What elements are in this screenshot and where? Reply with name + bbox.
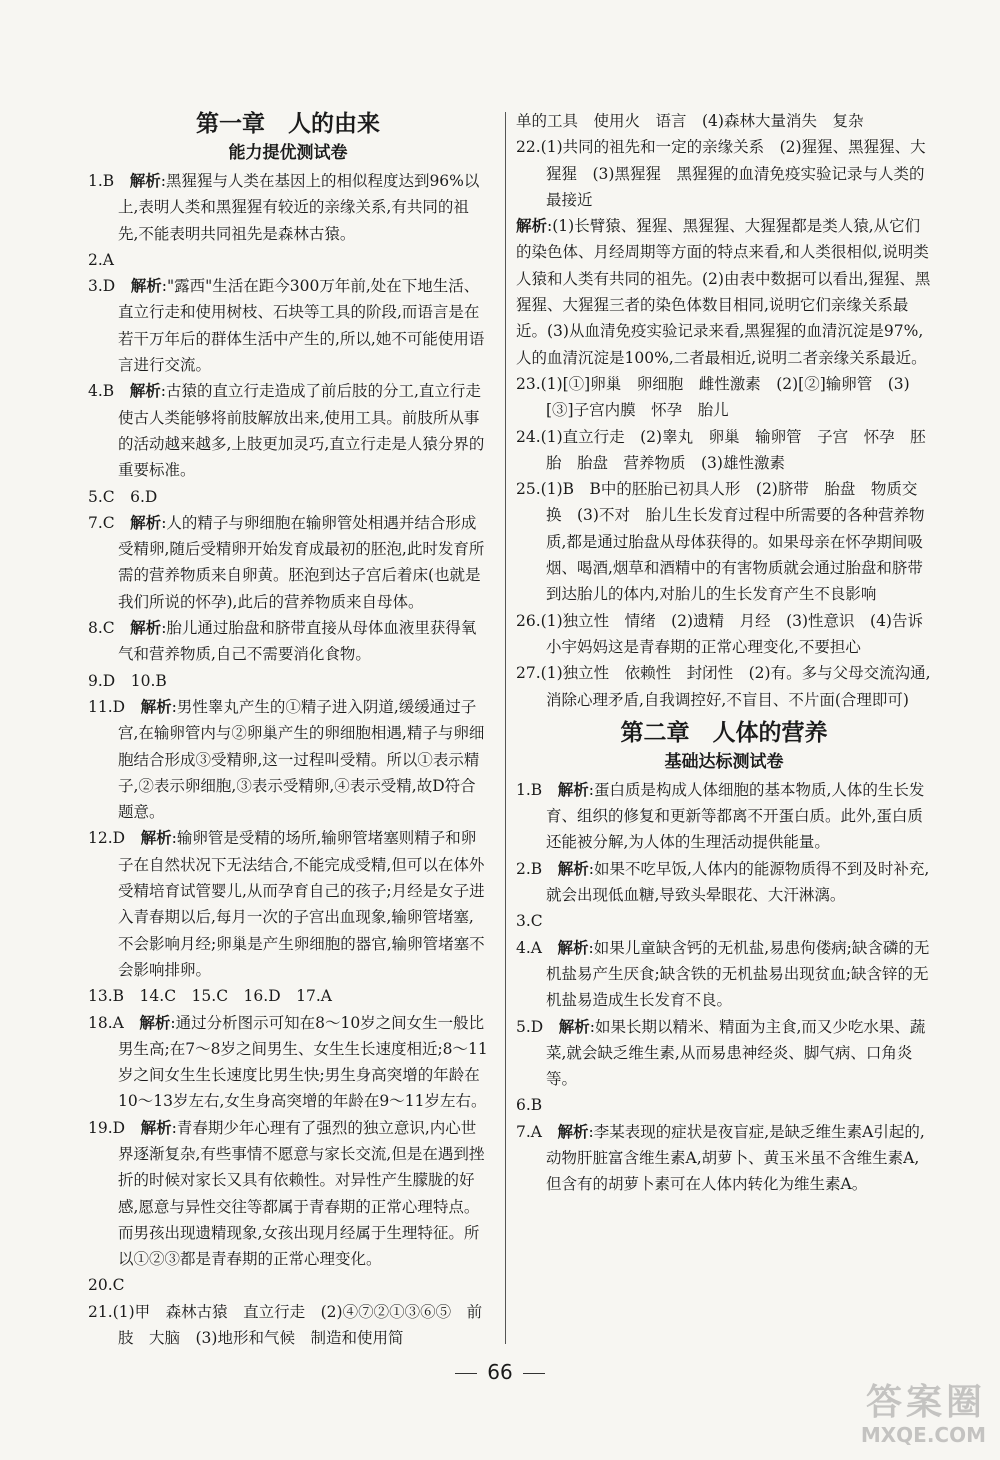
page-number: 66	[487, 1360, 513, 1384]
answer-item	[516, 1119, 932, 1198]
answer-text: :输卵管是受精的场所,输卵管堵塞则精子和卵子在自然状况下无法结合,不能完成受精,但可以在体外受精培育试管婴儿,从而孕育自己的孩子;月经是女子进入青春期以后,每月一次的子宫出血现象,输卵管堵塞,不会影响月经;卵巢是产生卵细胞的器官,输卵管堵塞不会影响排卵。	[118, 829, 485, 979]
site-watermark	[806, 1382, 986, 1452]
analysis-label: 解析	[130, 619, 162, 638]
analysis-label: 解析	[558, 1017, 590, 1036]
answer-item	[516, 108, 932, 134]
answer-number: 13.B 14.C 15.C 16.D 17.A	[88, 987, 332, 1006]
answer-item	[88, 273, 488, 378]
answer-number: 1.B	[88, 172, 115, 190]
answer-number: 3.D	[88, 277, 116, 296]
right-column	[516, 108, 932, 1198]
analysis-label: 解析	[557, 938, 589, 957]
answer-number: 2.A	[88, 250, 114, 269]
answer-text: :如果儿童缺含钙的无机盐,易患佝偻病;缺含磷的无机盐易产生厌食;缺含铁的无机盐易出现贫血;缺含锌的无机盐易造成生长发育不良。	[546, 938, 930, 1010]
answer-item	[516, 1014, 932, 1093]
analysis-label: 解析	[557, 780, 589, 799]
answer-text: :通过分析图示可知在8～10岁之间女生一般比男生高;在7～8岁之间男生、女生生长速度相近;8～11岁之间女生生长速度比男生快;男生身高突增的年龄在10～13岁左右,女生身高突增的年龄在9～11岁左右。	[118, 1013, 488, 1111]
answer-number: 24.	[516, 427, 541, 446]
analysis-label: 解析	[140, 829, 172, 848]
answer-item	[88, 615, 488, 668]
answer-number: 12.D	[88, 829, 126, 848]
answer-item	[516, 856, 932, 909]
right-answer-list-bottom	[516, 777, 932, 1198]
chapter-1-title: 第一章 人的由来	[196, 111, 380, 137]
answer-text: :胎儿通过胎盘和脐带直接从母体血液里获得氧气和营养物质,自己不需要消化食物。	[118, 619, 477, 664]
answer-text: :"露西"生活在距今300万年前,处在下地生活、直立行走和使用树枝、石块等工具的阶段,而语言是在若干万年后的群体生活中产生的,所以,她不可能使用语言进行交流。	[118, 277, 485, 375]
answer-item	[516, 476, 932, 607]
right-answer-list-top	[516, 108, 932, 713]
answer-item	[516, 134, 932, 213]
analysis-label: 解析	[557, 859, 589, 878]
answer-item	[516, 1092, 932, 1118]
answer-number: 2.B	[516, 859, 543, 878]
answer-item	[88, 825, 488, 983]
answer-item	[88, 694, 488, 825]
page-footer	[0, 1360, 1000, 1384]
answer-item	[88, 983, 488, 1009]
answer-number: 6.B	[516, 1096, 543, 1115]
answer-item	[88, 378, 488, 483]
answer-item	[516, 935, 932, 1014]
answer-item	[88, 168, 488, 247]
answer-number: 1.B	[516, 780, 543, 799]
analysis-label: 解析	[139, 1013, 171, 1032]
answer-text: :人的精子与卵细胞在输卵管处相遇并结合形成受精卵,随后受精卵开始发育成最初的胚泡,此时发育所需的营养物质来自卵黄。胚泡到达子宫后着床(也就是我们所说的怀孕),此后的营养物质来自母体。	[118, 513, 485, 611]
answer-item	[88, 1010, 488, 1115]
answer-number: 4.B	[88, 382, 115, 401]
answer-item	[88, 510, 488, 615]
analysis-label: 解析	[130, 513, 162, 532]
answer-item	[516, 908, 932, 934]
left-answer-list	[88, 168, 488, 1351]
answer-item	[88, 668, 488, 694]
analysis-label: 解析	[129, 172, 161, 190]
answer-text: (1)甲 森林古猿 直立行走 (2)④⑦②①③⑥⑤ 前肢 大脑 (3)地形和气候 制造和使用简	[112, 1302, 483, 1348]
footer-dash-left	[455, 1373, 477, 1374]
answer-text: :如果长期以精米、精面为主食,而又少吃水果、蔬菜,就会缺乏维生素,从而易患神经炎、脚气病、口角炎等。	[546, 1017, 926, 1089]
answer-item	[516, 777, 932, 856]
analysis-label: 解析	[516, 217, 548, 236]
answer-number: 4.A	[516, 938, 542, 957]
answer-number: 5.D	[516, 1017, 544, 1036]
answer-number: 22.	[516, 138, 541, 157]
footer-dash-right	[523, 1373, 545, 1374]
answer-number: 18.A	[88, 1013, 124, 1032]
answer-text: (1)独立性 情绪 (2)遗精 月经 (3)性意识 (4)告诉小宇妈妈这是青春期的正常心理变化,不要担心	[540, 611, 923, 656]
answer-item	[88, 1299, 488, 1352]
column-divider	[505, 112, 506, 1344]
chapter-2-title: 第二章 人体的营养	[620, 719, 828, 746]
watermark-logo-text: 答案圈	[865, 1382, 986, 1423]
answer-number: 21.	[88, 1302, 113, 1321]
answer-text: (1)共同的祖先和一定的亲缘关系 (2)猩猩、黑猩猩、大猩猩 (3)黑猩猩 黑猩猩的血清免疫实验记录与人类的最接近	[540, 138, 926, 209]
answer-number: 19.D	[88, 1118, 126, 1137]
analysis-label: 解析	[130, 277, 162, 296]
answer-number: 7.A	[516, 1122, 542, 1141]
analysis-label: 解析	[129, 382, 161, 401]
answer-number: 23.	[516, 374, 541, 393]
answer-item	[516, 424, 932, 477]
answer-item	[516, 213, 932, 371]
section-title-basic: 基础达标测试卷	[664, 751, 784, 772]
answer-number: 27.	[516, 664, 541, 683]
analysis-label: 解析	[140, 1118, 172, 1137]
answer-text: (1)[①]卵巢 卵细胞 雌性激素 (2)[②]输卵管 (3)[③]子宫内膜 怀孕 胎儿	[540, 374, 910, 420]
answer-text: :青春期少年心理有了强烈的独立意识,内心世界逐渐复杂,有些事情不愿意与家长交流,但是在遇到挫折的时候对家长又具有依赖性。对异性产生朦胧的好感,愿意与异性交往等都属于青春期的正常心理特点。而男孩出现遗精现象,女孩出现月经属于生理特征。所以①②③都是青春期的正常心理变化。	[118, 1118, 485, 1269]
answer-text: :男性睾丸产生的①精子进入阴道,缓缓通过子宫,在输卵管内与②卵巢产生的卵细胞相遇,精子与卵细胞结合形成③受精卵,这一过程叫受精。所以①表示精子,②表示卵细胞,③表示受精卵,④表示受精,故D符合题意。	[118, 697, 485, 822]
answer-text: (1)独立性 依赖性 封闭性 (2)有。多与父母交流沟通,消除心理矛盾,自我调控好,不盲目、不片面(合理即可)	[540, 664, 931, 709]
answer-number: 8.C	[88, 619, 115, 638]
answer-item	[88, 1272, 488, 1298]
watermark-domain: MXQE.COM	[860, 1423, 986, 1447]
left-column	[88, 108, 488, 1351]
answer-number: 3.C	[516, 912, 543, 931]
analysis-label: 解析	[557, 1122, 589, 1141]
answer-text: :如果不吃早饭,人体内的能源物质得不到及时补充,就会出现低血糖,导致头晕眼花、大汗淋漓。	[546, 859, 930, 905]
answer-number: 26.	[516, 611, 541, 630]
answer-text: :蛋白质是构成人体细胞的基本物质,人体的生长发育、组织的修复和更新等都离不开蛋白质。此外,蛋白质还能被分解,为人体的生理活动提供能量。	[546, 780, 925, 852]
answer-number: 20.C	[88, 1276, 125, 1295]
answer-text: :古猿的直立行走造成了前后肢的分工,直立行走使古人类能够将前肢解放出来,使用工具。前肢所从事的活动越来越多,上肢更加灵巧,直立行走是人猿分界的重要标准。	[118, 382, 485, 480]
answer-text: (1)直立行走 (2)睾丸 卵巢 输卵管 子宫 怀孕 胚胎 胎盘 营养物质 (3)雄性激素	[540, 427, 926, 472]
answer-item	[88, 247, 488, 273]
answer-number: 25.	[516, 480, 541, 499]
answer-number: 11.D	[88, 697, 126, 716]
answer-number: 9.D 10.B	[88, 671, 167, 690]
answer-text: :李某表现的症状是夜盲症,是缺乏维生素A引起的,动物肝脏富含维生素A,胡萝卜、黄玉米虽不含维生素A,但含有的胡萝卜素可在人体内转化为维生素A。	[546, 1122, 925, 1194]
answer-item	[516, 608, 932, 661]
analysis-label: 解析	[140, 697, 172, 716]
answer-item	[516, 371, 932, 424]
answer-text: :(1)长臂猿、猩猩、黑猩猩、大猩猩都是类人猿,从它们的染色体、月经周期等方面的特点来看,和人类很相似,说明类人猿和人类有共同的祖先。(2)由表中数据可以看出,猩猩、黑猩猩、大猩猩三者的染色体数目相同,说明它们亲缘关系最近。(3)从血清免疫实验记录来看,黑猩猩的血清沉淀是97%,人的血清沉淀是100%,二者最相近,说明二者亲缘关系最近。	[516, 217, 931, 367]
answer-item	[516, 660, 932, 713]
answer-item	[88, 484, 488, 510]
section-title-ability: 能力提优测试卷	[228, 143, 348, 163]
answer-item	[88, 1115, 488, 1273]
answer-text: :黑猩猩与人类在基因上的相似程度达到96%以上,表明人类和黑猩猩有较近的亲缘关系,有共同的祖先,不能表明共同祖先是森林古猿。	[118, 172, 480, 243]
answer-text: (1)B B中的胚胎已初具人形 (2)脐带 胎盘 物质交换 (3)不对 胎儿生长发育过程中所需要的各种营养物质,都是通过胎盘从母体获得的。如果母亲在怀孕期间吸烟、喝酒,烟草和酒精中的有害物质就会通过胎盘和脐带到达胎儿的体内,对胎儿的生长发育产生不良影响	[540, 480, 925, 604]
answer-text: 单的工具 使用火 语言 (4)森林大量消失 复杂	[516, 112, 864, 130]
answer-number: 5.C 6.D	[88, 487, 158, 506]
answer-number: 7.C	[88, 513, 115, 532]
